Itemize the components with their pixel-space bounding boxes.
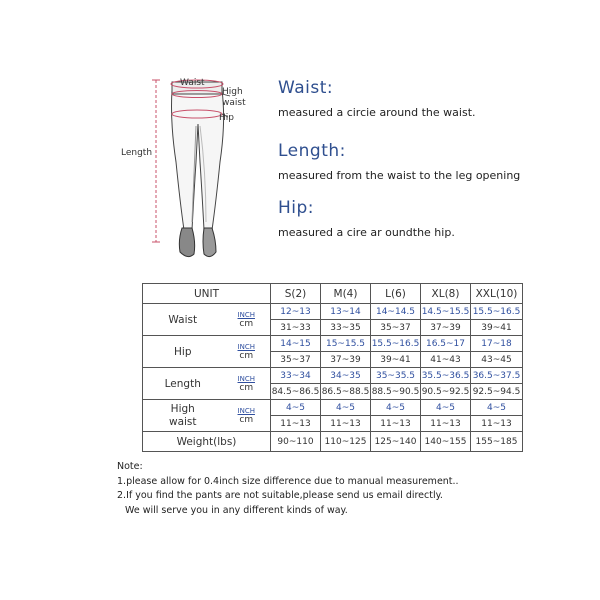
- waist-label: Waist: [180, 78, 205, 88]
- row-label-weight: Weight(lbs): [143, 432, 271, 452]
- notes: [117, 460, 459, 518]
- inch-value: 36.5~37.5: [471, 368, 523, 384]
- row-label-waist: Waist: [143, 304, 223, 336]
- inch-value: 14~14.5: [371, 304, 421, 320]
- header-size: XL(8): [421, 284, 471, 304]
- inch-value: 17~18: [471, 336, 523, 352]
- note-line: We will serve you in any different kinds of way.: [125, 504, 348, 516]
- unit-cell: [223, 304, 271, 336]
- definition-title: Hip:: [278, 198, 315, 218]
- inch-value: 4~5: [371, 400, 421, 416]
- table-header-row: [143, 284, 523, 304]
- definition-text: measured from the waist to the leg opening: [278, 169, 521, 182]
- unit-cell: [223, 400, 271, 432]
- inch-value: 14~15: [271, 336, 321, 352]
- header-size: XXL(10): [471, 284, 523, 304]
- cm-value: 90.5~92.5: [421, 384, 471, 400]
- note-line: 1.please allow for 0.4inch size difference due to manual measurement..: [117, 475, 459, 487]
- header-unit: UNIT: [143, 284, 271, 304]
- cm-value: 43~45: [471, 352, 523, 368]
- hip-label: Hip: [219, 113, 234, 123]
- definition-hip: [278, 198, 455, 239]
- weight-value: 90~110: [271, 432, 321, 452]
- unit-cell: [223, 336, 271, 368]
- row-label-hip: Hip: [143, 336, 223, 368]
- weight-value: 110~125: [321, 432, 371, 452]
- cm-value: 86.5~88.5: [321, 384, 371, 400]
- cm-value: 39~41: [371, 352, 421, 368]
- definition-waist: [278, 78, 476, 119]
- cm-value: 37~39: [321, 352, 371, 368]
- inch-value: 15~15.5: [321, 336, 371, 352]
- cm-value: 37~39: [421, 320, 471, 336]
- inch-value: 15.5~16.5: [471, 304, 523, 320]
- inch-value: 34~35: [321, 368, 371, 384]
- table-row: [143, 336, 523, 352]
- inch-value: 4~5: [421, 400, 471, 416]
- unit-cm: cm: [239, 318, 254, 329]
- unit-cm: cm: [239, 350, 254, 361]
- row-label-length: Length: [143, 368, 223, 400]
- inch-value: 4~5: [471, 400, 523, 416]
- unit-cm: cm: [239, 414, 254, 425]
- inch-value: 4~5: [271, 400, 321, 416]
- cm-value: 39~41: [471, 320, 523, 336]
- unit-cell: [223, 368, 271, 400]
- cm-value: 11~13: [421, 416, 471, 432]
- cm-value: 11~13: [271, 416, 321, 432]
- high-waist-label: High waist: [222, 87, 246, 108]
- table-row: [143, 304, 523, 320]
- definition-title: Waist:: [278, 78, 334, 98]
- cm-value: 88.5~90.5: [371, 384, 421, 400]
- cm-value: 41~43: [421, 352, 471, 368]
- inch-value: 12~13: [271, 304, 321, 320]
- cm-value: 92.5~94.5: [471, 384, 523, 400]
- note-heading: Note:: [117, 461, 143, 472]
- weight-value: 140~155: [421, 432, 471, 452]
- length-label: Length: [121, 148, 153, 158]
- inch-value: 15.5~16.5: [371, 336, 421, 352]
- table-row: [143, 400, 523, 416]
- unit-inch: INCH: [237, 374, 255, 383]
- unit-cm: cm: [239, 382, 254, 393]
- inch-value: 35~35.5: [371, 368, 421, 384]
- definition-title: Length:: [278, 141, 346, 161]
- cm-value: 11~13: [321, 416, 371, 432]
- inch-value: 35.5~36.5: [421, 368, 471, 384]
- cm-value: 11~13: [471, 416, 523, 432]
- inch-value: 13~14: [321, 304, 371, 320]
- weight-value: 125~140: [371, 432, 421, 452]
- inch-value: 16.5~17: [421, 336, 471, 352]
- inch-value: 4~5: [321, 400, 371, 416]
- cm-value: 11~13: [371, 416, 421, 432]
- header-size: M(4): [321, 284, 371, 304]
- unit-inch: INCH: [237, 310, 255, 319]
- cm-value: 35~37: [371, 320, 421, 336]
- header-size: L(6): [371, 284, 421, 304]
- size-chart-table: [142, 283, 523, 452]
- inch-value: 14.5~15.5: [421, 304, 471, 320]
- table-row: [143, 432, 523, 452]
- header-size: S(2): [271, 284, 321, 304]
- table-row: [143, 368, 523, 384]
- cm-value: 84.5~86.5: [271, 384, 321, 400]
- definition-text: measured a circie around the waist.: [278, 106, 476, 119]
- cm-value: 35~37: [271, 352, 321, 368]
- row-label-high-waist: High waist: [143, 400, 223, 432]
- definition-text: measured a cire ar oundthe hip.: [278, 226, 455, 239]
- cm-value: 33~35: [321, 320, 371, 336]
- unit-inch: INCH: [237, 406, 255, 415]
- leggings-illustration: [110, 62, 280, 272]
- measurement-figure: [110, 62, 280, 272]
- inch-value: 33~34: [271, 368, 321, 384]
- note-line: 2.If you find the pants are not suitable,please send us email directly.: [117, 490, 443, 501]
- weight-value: 155~185: [471, 432, 523, 452]
- unit-inch: INCH: [237, 342, 255, 351]
- cm-value: 31~33: [271, 320, 321, 336]
- definition-length: [278, 141, 520, 182]
